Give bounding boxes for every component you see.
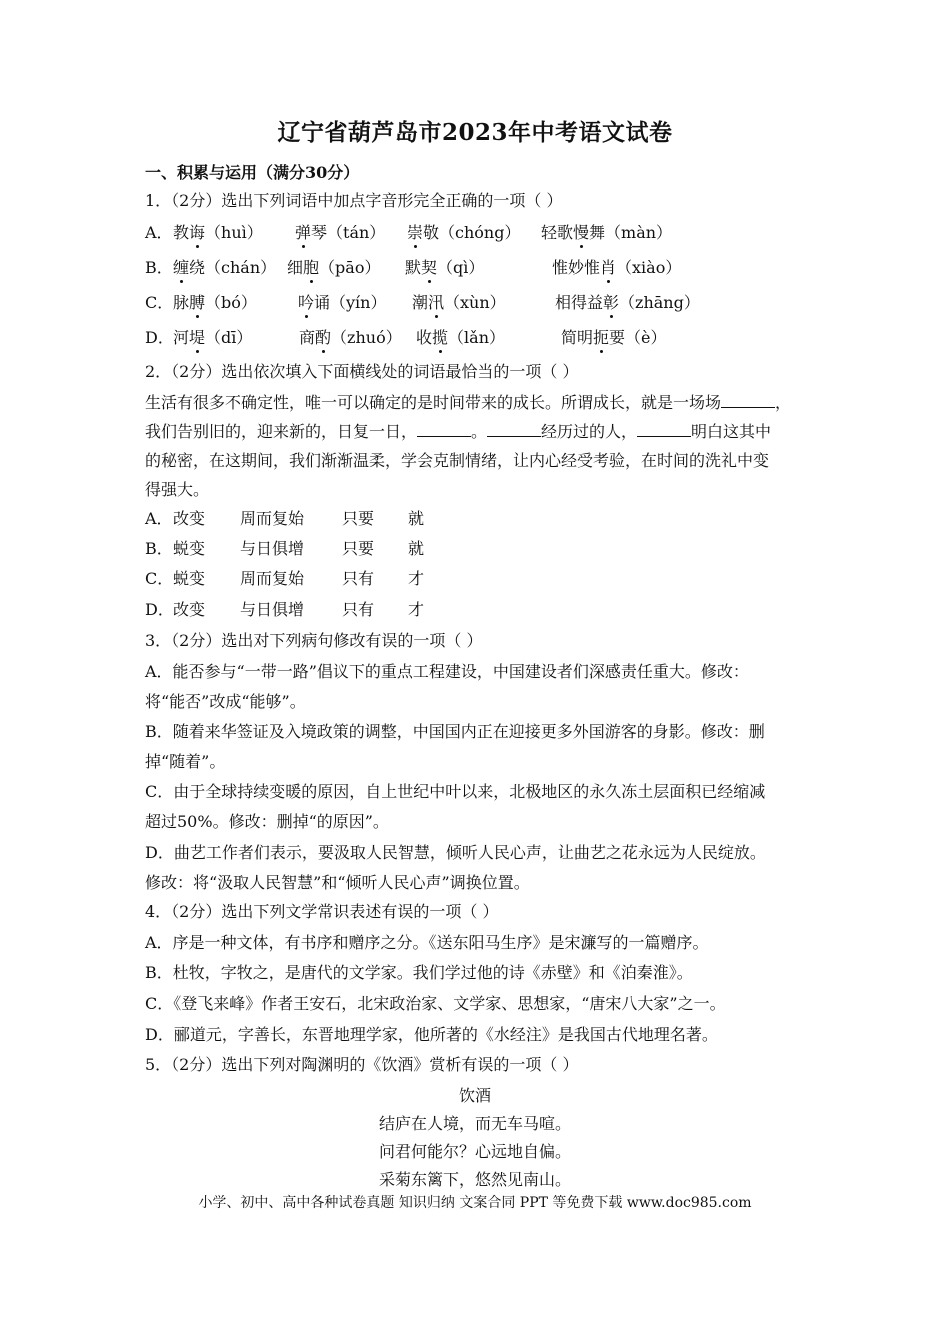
dotted-char: 缠 bbox=[173, 258, 190, 277]
question-2-passage-line: 我们告别旧的，迎来新的，日复一日， 。 经历过的人， 明白这其中 bbox=[145, 422, 772, 441]
poem-line: 结庐在人境，而无车马喧。 bbox=[378, 1114, 571, 1133]
dotted-char: 肖 bbox=[600, 258, 617, 277]
question-3-line: 将“能否”改成“能够”。 bbox=[145, 692, 306, 711]
question-2-passage-line: 的秘密，在这期间，我们渐渐温柔，学会克制情绪，让内心经受考验，在时间的洗礼中变 bbox=[145, 451, 770, 470]
dotted-char: 堤 bbox=[189, 328, 206, 347]
question-4-stem: 4．（2分）选出下列文学常识表述有误的一项（ ） bbox=[145, 902, 499, 921]
question-4-line: D．郦道元，字善长，东晋地理学家，他所著的《水经注》是我国古代地理名著。 bbox=[145, 1025, 718, 1044]
question-3-line: D．曲艺工作者们表示，要汲取人民智慧，倾听人民心声，让曲艺之花永远为人民绽放。 bbox=[145, 843, 766, 862]
dotted-char: 吟 bbox=[298, 293, 315, 312]
dotted-char: 胞 bbox=[303, 258, 320, 277]
question-1-stem: 1．（2分）选出下列词语中加点字音形完全正确的一项（ ） bbox=[145, 191, 563, 210]
fill-blank bbox=[487, 422, 541, 437]
exam-page: 辽宁省葫芦岛市2023年中考语文试卷 一、积累与运用（满分30分） 1．（2分）选出下列词语中加点字音形完全正确的一项（ ） A． 教诲（huì） 弹琴（tán） 崇敬（chóng） 轻歌慢舞（màn） B． 缠绕（chán） 细胞（pāo） 默契（qì） 惟妙惟肖（xiào） C． 脉膊（bó） 吟诵（yín） 潮汛（xùn） 相得益彰（zhāng） D． 河堤（dī） 商酌（zhuó） 收揽（lǎn） 简明扼要（è） 2．（2分）选出依次填入下面横线处的词语最恰当的一项（ ） 生活有很多不确定性，唯一可以确定的是时间带来的成长。所谓成长，就是一场场 ， 我们告别旧的，迎来新的，日复一日， 。 经历过的人， 明白这其中 的秘密，在这期间，我们渐渐温柔，学会克制情绪，让内心经受考验，在时间的洗礼中变 得强大。 A． 改变 周而复始 只要 就 B． 蜕变 与日俱增 只要 就 C． 蜕变 周而复始 只有 才 D． 改变 与日俱增 只有 才 3．（2分）选出对下列病句修改有误的一项（ ） A．能否参与“一带一路”倡议下的重点工程建设，中国建设者们深感责任重大。修改： 将“能否”改成“能够”。 B．随着来华签证及入境政策的调整，中国国内正在迎接更多外国游客的身影。修改：删 掉“随着”。 C．由于全球持续变暖的原因，自上世纪中叶以来，北极地区的永久冻土层面积已经缩减 超过50%。修改：删掉“的原因”。 D．曲艺工作者们表示，要汲取人民智慧，倾听人民心声，让曲艺之花永远为人民绽放。 修改：将“汲取人民智慧”和“倾听人民心声”调换位置。 4．（2分）选出下列文学常识表述有误的一项（ ） A．序是一种文体，有书序和赠序之分。《送东阳马生序》是宋濂写的一篇赠序。 B．杜牧，字牧之，是唐代的文学家。我们学过他的诗《赤壁》和《泊秦淮》。 C．《登飞来峰》作者王安石，北宋政治家、文学家、思想家，“唐宋八大家”之一。 D．郦道元，字善长，东晋地理学家，他所著的《水经注》是我国古代地理名著。 5．（2分）选出下列对陶渊明的《饮酒》赏析有误的一项（ ） 饮酒 结庐在人境，而无车马喧。 问君何能尔？心远地自偏。 采菊东篱下，悠然见南山。 小学、初中、高中各种试卷真题 知识归纳 文案合同 PPT 等免费下载 www.doc985.com bbox=[0, 0, 950, 1344]
question-3-line: 掉“随着”。 bbox=[145, 752, 226, 771]
dotted-char: 汛 bbox=[428, 293, 445, 312]
poem-line: 问君何能尔？心远地自偏。 bbox=[378, 1142, 571, 1161]
question-3-stem: 3．（2分）选出对下列病句修改有误的一项（ ） bbox=[145, 631, 483, 650]
question-2-passage-line: 得强大。 bbox=[145, 480, 210, 499]
poem-line: 采菊东篱下，悠然见南山。 bbox=[378, 1170, 571, 1189]
dotted-char: 慢 bbox=[573, 223, 590, 242]
dotted-char: 弹 bbox=[295, 223, 312, 242]
question-3-line: C．由于全球持续变暖的原因，自上世纪中叶以来，北极地区的永久冻土层面积已经缩减 bbox=[145, 782, 766, 801]
dotted-char: 崇 bbox=[407, 223, 424, 242]
fill-blank bbox=[637, 422, 691, 437]
question-5-stem: 5．（2分）选出下列对陶渊明的《饮酒》赏析有误的一项（ ） bbox=[145, 1055, 579, 1074]
question-2-stem: 2．（2分）选出依次填入下面横线处的词语最恰当的一项（ ） bbox=[145, 362, 579, 381]
question-4-line: B．杜牧，字牧之，是唐代的文学家。我们学过他的诗《赤壁》和《泊秦淮》。 bbox=[145, 963, 693, 982]
question-2-passage-line: 生活有很多不确定性，唯一可以确定的是时间带来的成长。所谓成长，就是一场场 ， bbox=[145, 393, 792, 412]
dotted-char: 酌 bbox=[315, 328, 332, 347]
dotted-char: 诲 bbox=[189, 223, 206, 242]
question-3-line: 超过50%。修改：删掉“的原因”。 bbox=[145, 812, 389, 831]
dotted-char: 揽 bbox=[432, 328, 449, 347]
page-title: 辽宁省葫芦岛市2023年中考语文试卷 bbox=[277, 119, 673, 146]
section-heading: 一、积累与运用（满分30分） bbox=[145, 163, 360, 182]
question-3-line: B．随着来华签证及入境政策的调整，中国国内正在迎接更多外国游客的身影。修改：删 bbox=[145, 722, 765, 741]
footer-text: 小学、初中、高中各种试卷真题 知识归纳 文案合同 PPT 等免费下载 www.doc985.com bbox=[198, 1195, 752, 1211]
question-3-line: 修改：将“汲取人民智慧”和“倾听人民心声”调换位置。 bbox=[145, 873, 530, 892]
dotted-char: 膊 bbox=[189, 293, 206, 312]
question-3-line: A．能否参与“一带一路”倡议下的重点工程建设，中国建设者们深感责任重大。修改： bbox=[145, 662, 749, 681]
dotted-char: 扼 bbox=[593, 328, 610, 347]
fill-blank bbox=[721, 393, 775, 408]
poem-title: 饮酒 bbox=[458, 1086, 491, 1105]
question-4-line: A．序是一种文体，有书序和赠序之分。《送东阳马生序》是宋濂写的一篇赠序。 bbox=[145, 933, 709, 952]
fill-blank bbox=[417, 422, 471, 437]
question-4-line: C．《登飞来峰》作者王安石，北宋政治家、文学家、思想家，“唐宋八大家”之一。 bbox=[145, 994, 726, 1013]
dotted-char: 彰 bbox=[603, 293, 620, 312]
dotted-char: 契 bbox=[421, 258, 438, 277]
